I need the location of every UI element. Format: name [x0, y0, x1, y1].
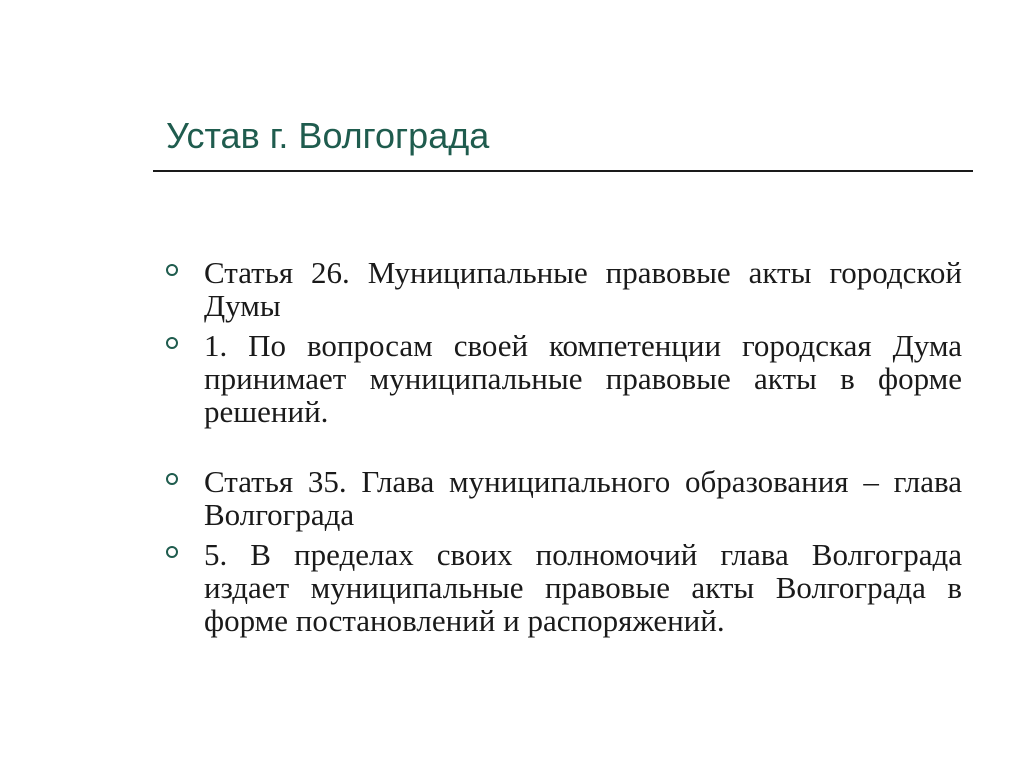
circle-outline-icon [166, 473, 178, 485]
bullet-item-article-26-point-1 [160, 329, 962, 428]
circle-outline-icon [166, 264, 178, 276]
bullet-text: 1. По вопросам своей компетенции городская Дума принимает муниципальные правовые акты в форме решений. [204, 328, 962, 429]
slide-title: Устав г. Волгограда [166, 115, 490, 156]
bullet-item-article-35-point-5 [160, 538, 962, 637]
bullet-text: 5. В пределах своих полномочий глава Волгограда издает муниципальные правовые акты Волгограда в форме постановлений и распоряжений. [204, 537, 962, 638]
bullet-text: Статья 26. Муниципальные правовые акты городской Думы [204, 255, 962, 323]
title-divider [153, 170, 973, 172]
bullet-item-article-26 [160, 256, 962, 322]
circle-outline-icon [166, 546, 178, 558]
bullet-list [160, 256, 962, 637]
bullet-item-article-35 [160, 465, 962, 531]
bullet-text: Статья 35. Глава муниципального образования – глава Волгограда [204, 464, 962, 532]
circle-outline-icon [166, 337, 178, 349]
